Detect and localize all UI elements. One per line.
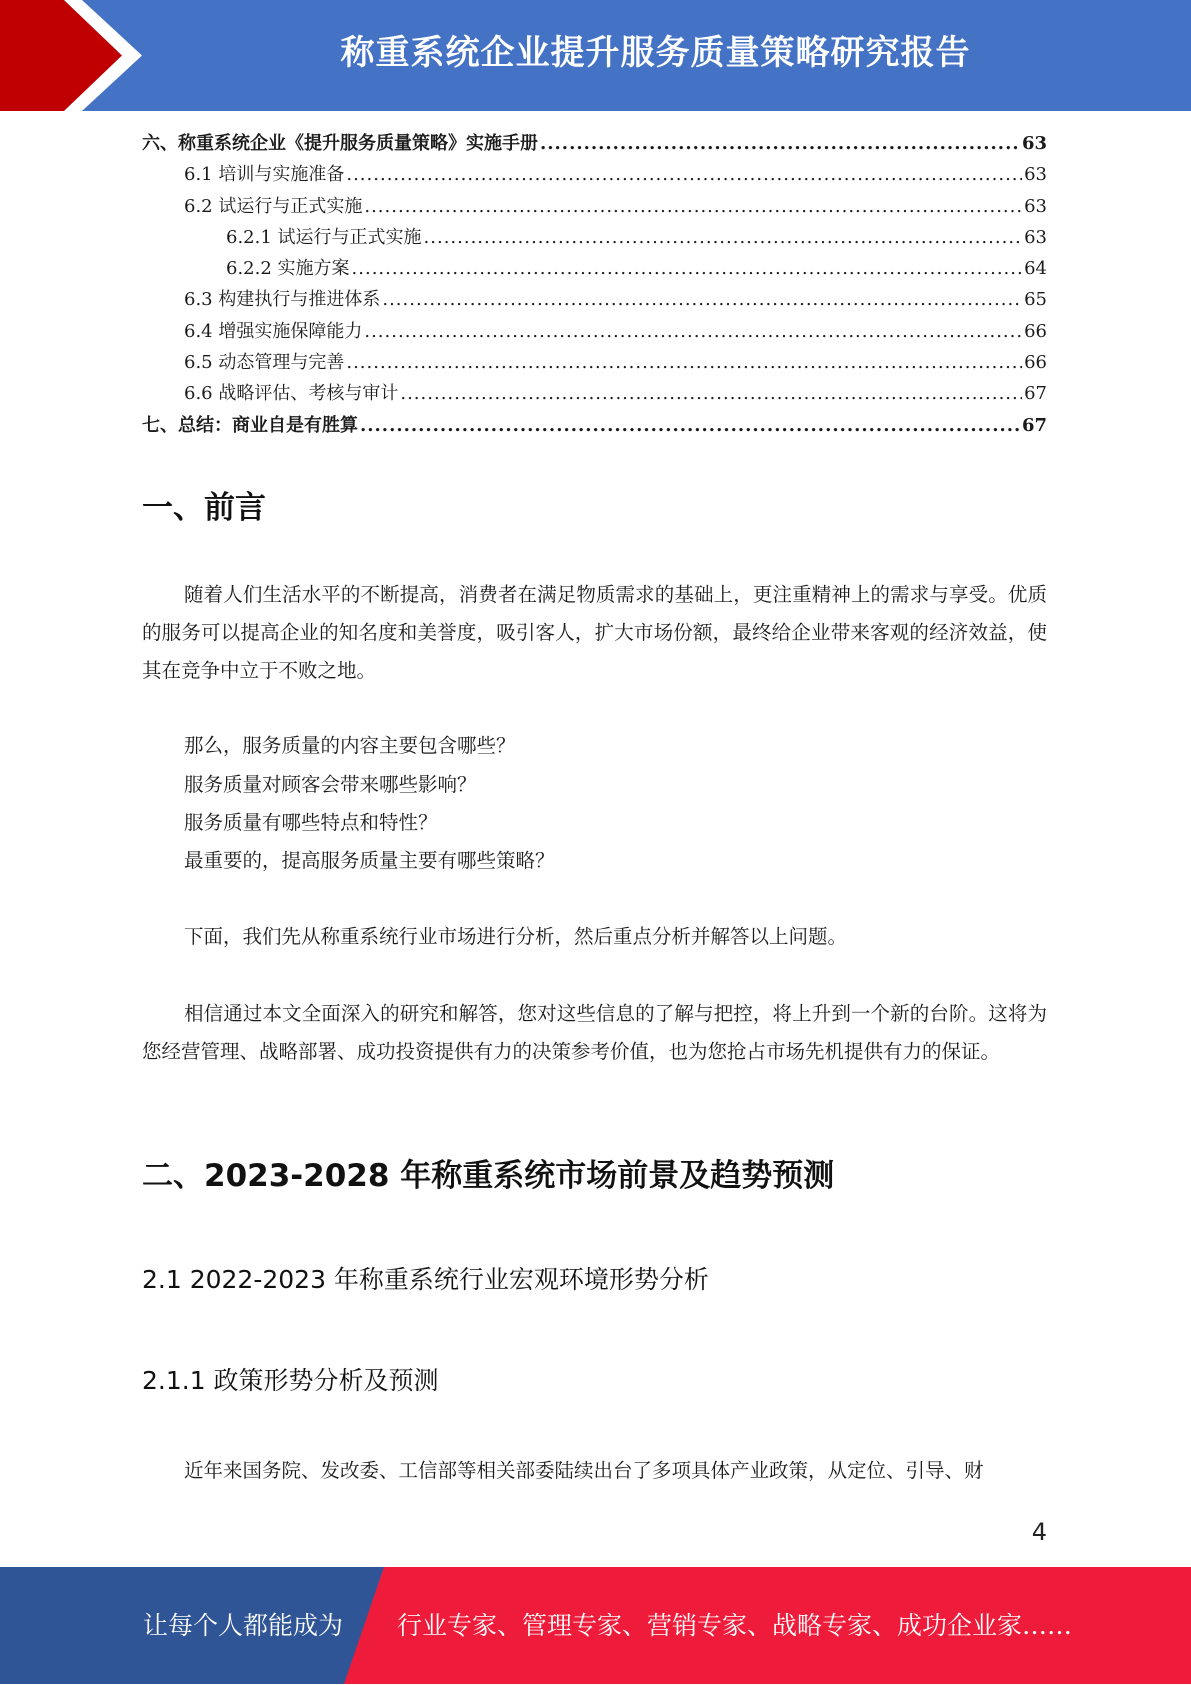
table-of-contents bbox=[142, 128, 1047, 441]
toc-entry[interactable] bbox=[142, 347, 1047, 378]
toc-entry-label: 6.6 战略评估、考核与审计 bbox=[184, 383, 399, 405]
toc-entry-label: 六、称重系统企业《提升服务质量策略》实施手册 bbox=[142, 133, 538, 154]
question-line: 服务质量对顾客会带来哪些影响？ bbox=[184, 773, 477, 796]
toc-entry[interactable] bbox=[142, 410, 1047, 441]
toc-leader-dots bbox=[346, 159, 1022, 190]
toc-entry[interactable] bbox=[142, 222, 1047, 253]
preface-paragraph: 随着人们生活水平的不断提高，消费者在满足物质需求的基础上，更注重精神上的需求与享受。优质的服务可以提高企业的知名度和美誉度，吸引客人，扩大市场份额，最终给企业带来客观的经济效益，使其在竞争中立于不败之地。 bbox=[142, 583, 1047, 682]
toc-entry-page: 64 bbox=[1024, 258, 1047, 280]
toc-entry-label: 6.3 构建执行与推进体系 bbox=[184, 289, 381, 311]
policy-paragraph: 近年来国务院、发改委、工信部等相关部委陆续出台了多项具体产业政策，从定位、引导、财 bbox=[184, 1459, 984, 1482]
toc-leader-dots bbox=[540, 128, 1020, 159]
section-heading-forecast: 二、2023-2028 年称重系统市场前景及趋势预测 bbox=[142, 1158, 835, 1194]
toc-leader-dots bbox=[360, 410, 1020, 441]
toc-leader-dots bbox=[346, 347, 1022, 378]
toc-leader-dots bbox=[364, 191, 1022, 222]
toc-entry-page: 65 bbox=[1024, 289, 1047, 311]
toc-entry[interactable] bbox=[142, 316, 1047, 347]
toc-entry-page: 66 bbox=[1024, 352, 1047, 374]
subsubsection-heading: 2.1.1 政策形势分析及预测 bbox=[142, 1366, 439, 1395]
toc-entry[interactable] bbox=[142, 159, 1047, 190]
toc-entry-label: 6.1 培训与实施准备 bbox=[184, 164, 345, 186]
toc-entry-label: 6.2 试运行与正式实施 bbox=[184, 195, 363, 217]
toc-entry-label: 6.2.2 实施方案 bbox=[226, 258, 350, 280]
toc-entry[interactable] bbox=[142, 191, 1047, 222]
toc-entry-label: 6.2.1 试运行与正式实施 bbox=[226, 226, 422, 248]
toc-entry-label: 6.4 增强实施保障能力 bbox=[184, 320, 363, 342]
toc-leader-dots bbox=[364, 316, 1022, 347]
question-line: 服务质量有哪些特点和特性？ bbox=[184, 811, 438, 834]
conclusion-paragraph: 相信通过本文全面深入的研究和解答，您对这些信息的了解与把控，将上升到一个新的台阶。这将为您经营管理、战略部署、成功投资提供有力的决策参考价值，也为您抢占市场先机提供有力的保证。 bbox=[142, 1002, 1047, 1063]
header-arrow-decoration bbox=[0, 0, 160, 111]
toc-entry-page: 67 bbox=[1021, 414, 1047, 436]
subsection-heading: 2.1 2022-2023 年称重系统行业宏观环境形势分析 bbox=[142, 1265, 709, 1294]
page-header bbox=[0, 0, 1191, 111]
page-number: 4 bbox=[1031, 1518, 1047, 1546]
toc-entry-page: 63 bbox=[1024, 226, 1047, 248]
question-line: 最重要的，提高服务质量主要有哪些策略？ bbox=[184, 849, 555, 872]
toc-leader-dots bbox=[382, 284, 1022, 315]
toc-entry-label: 6.5 动态管理与完善 bbox=[184, 352, 345, 374]
section-heading-preface: 一、前言 bbox=[142, 490, 266, 526]
toc-entry[interactable] bbox=[142, 284, 1047, 315]
toc-leader-dots bbox=[424, 222, 1023, 253]
report-title: 称重系统企业提升服务质量策略研究报告 bbox=[340, 33, 971, 73]
toc-entry[interactable] bbox=[142, 253, 1047, 284]
analysis-paragraph: 下面，我们先从称重系统行业市场进行分析，然后重点分析并解答以上问题。 bbox=[184, 925, 848, 948]
toc-entry-page: 63 bbox=[1024, 164, 1047, 186]
footer-slogan-right: 行业专家、管理专家、营销专家、战略专家、成功企业家…… bbox=[397, 1611, 1073, 1640]
toc-leader-dots bbox=[352, 253, 1023, 284]
page-footer bbox=[0, 1567, 1191, 1684]
toc-entry-page: 66 bbox=[1024, 320, 1047, 342]
toc-entry-page: 63 bbox=[1024, 195, 1047, 217]
toc-entry-label: 七、总结：商业自是有胜算 bbox=[142, 414, 358, 436]
toc-entry-page: 63 bbox=[1021, 133, 1047, 154]
toc-entry[interactable] bbox=[142, 378, 1047, 409]
toc-leader-dots bbox=[400, 378, 1022, 409]
toc-entry-page: 67 bbox=[1024, 383, 1047, 405]
footer-slogan-left: 让每个人都能成为 bbox=[143, 1611, 344, 1640]
toc-entry[interactable] bbox=[142, 128, 1047, 159]
question-line: 那么，服务质量的内容主要包含哪些？ bbox=[184, 734, 516, 757]
